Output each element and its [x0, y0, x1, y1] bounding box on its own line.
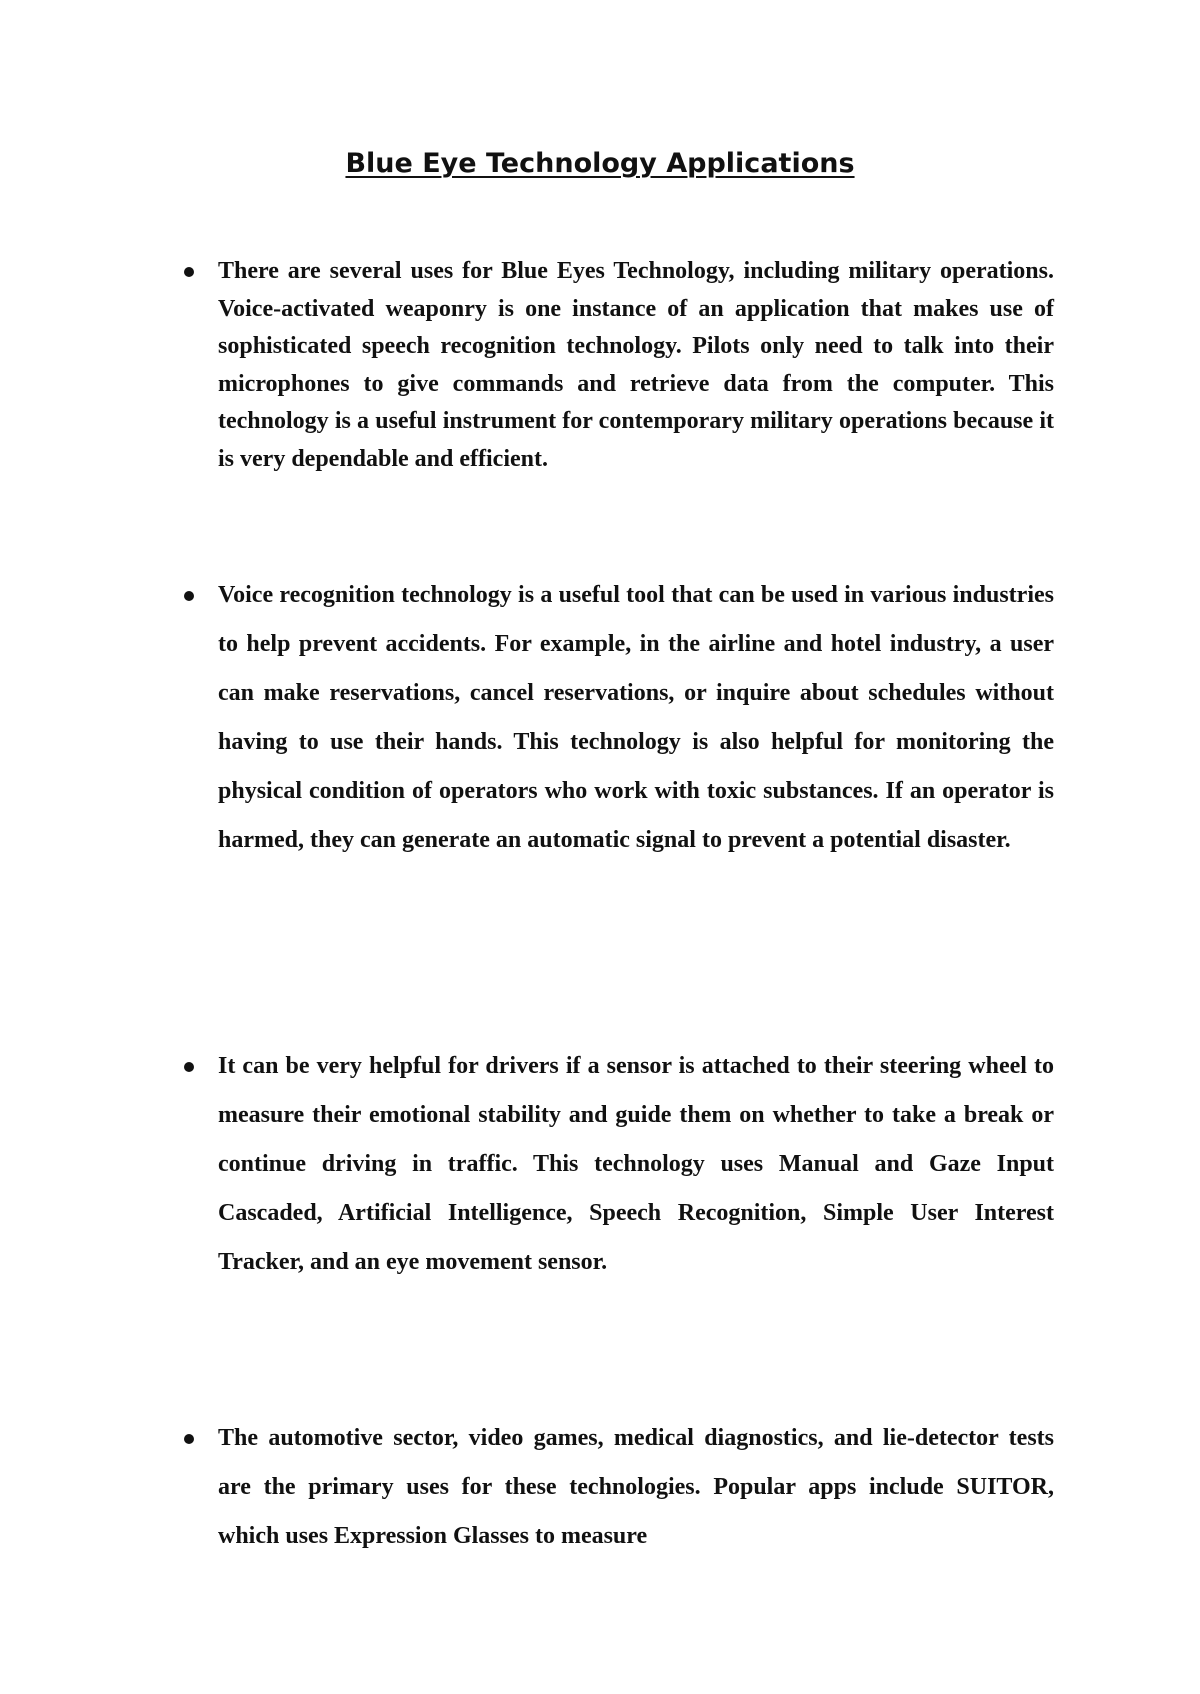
- bullet-text: There are several uses for Blue Eyes Technology, including military operations. Voice-activated weaponry is one instance of an application that makes use of sophisticated speech recognition technology. Pilots only need to talk into their microphones to give commands and retrieve data from the computer. This technology is a useful instrument for contemporary military operations because it is very dependable and efficient.: [218, 258, 1054, 472]
- bullet-text: The automotive sector, video games, medical diagnostics, and lie-detector tests are the primary uses for these technologies. Popular apps include SUITOR, which uses Expression Glasses to measure: [218, 1425, 1054, 1549]
- bullet-text: It can be very helpful for drivers if a sensor is attached to their steering wheel to measure their emotional stability and guide them on whether to take a break or continue driving in traffic. This technology uses Manual and Gaze Input Cascaded, Artificial Intelligence, Speech Recognition, Simple User Interest Tracker, and an eye movement sensor.: [218, 1053, 1054, 1275]
- bullet-dot-icon: [184, 1062, 194, 1072]
- document-title: Blue Eye Technology Applications: [345, 148, 855, 179]
- bullet-text: Voice recognition technology is a useful tool that can be used in various industries to help prevent accidents. For example, in the airline and hotel industry, a user can make reservations, cancel reservations, or inquire about schedules without having to use their hands. This technology is also helpful for monitoring the physical condition of operators who work with toxic substances. If an operator is harmed, they can generate an automatic signal to prevent a potential disaster.: [218, 582, 1054, 853]
- bullet-item: [218, 571, 1054, 865]
- bullet-dot-icon: [184, 267, 194, 277]
- bullet-item: [218, 253, 1054, 479]
- bullet-item: [218, 1414, 1054, 1561]
- bullet-dot-icon: [184, 1434, 194, 1444]
- bullet-dot-icon: [184, 591, 194, 601]
- bullet-item: [218, 1042, 1054, 1287]
